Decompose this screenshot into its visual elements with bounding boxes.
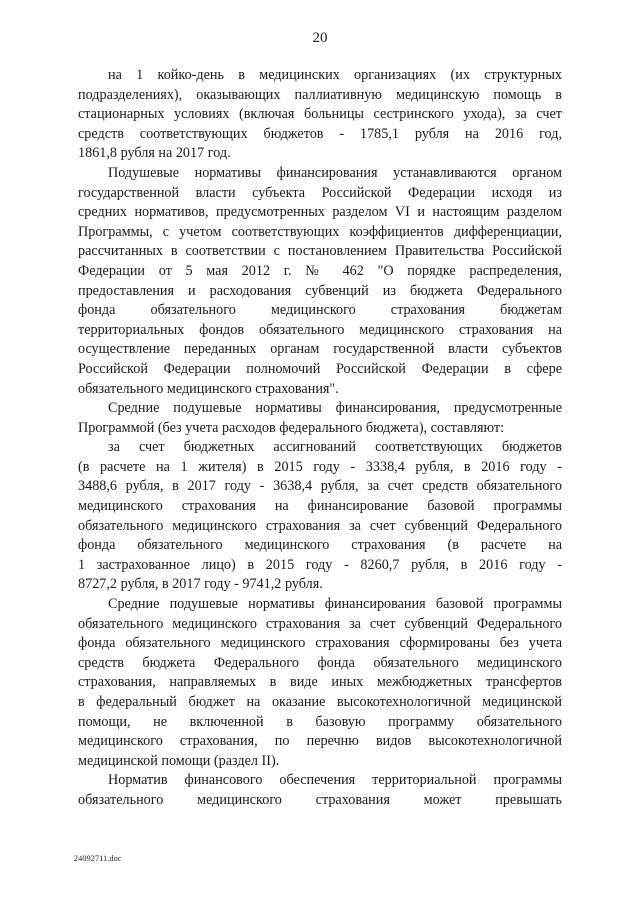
text-line: предоставления и расходования субвенций из бюджета Федерального (78, 282, 562, 299)
text-line: Норматив финансового обеспечения территориальной программы (108, 772, 562, 789)
text-line: Средние подушевые нормативы финансирования базовой программы (108, 596, 562, 613)
text-line: на 1 койко-день в медицинских организациях (их структурных (108, 67, 562, 83)
text-line: 3488,6 рубля, в 2017 году - 3638,4 рубля, за счет средств обязательного (78, 478, 562, 495)
text-line: медицинского страхования на финансирование базовой программы (78, 498, 562, 515)
text-line: фонда обязательного медицинского страхования сформированы без учета (78, 635, 562, 652)
text-line: 1861,8 рубля на 2017 год. (78, 145, 231, 162)
text-line: (в расчете на 1 жителя) в 2015 году - 3338,4 рубля, в 2016 году - (78, 458, 562, 475)
text-line: территориальных фондов обязательного медицинского страхования на (78, 321, 562, 338)
text-line: осуществление переданных органам государственной власти субъектов (78, 341, 562, 358)
document-file-code: 24092711.doc (74, 854, 122, 863)
text-line: Федерации от 5 мая 2012 г. № 462 "О порядке распределения, (78, 262, 562, 279)
text-line: за счет бюджетных ассигнований соответствующих бюджетов (108, 439, 562, 456)
paragraph (78, 438, 562, 595)
text-line: помощи, не включенной в базовую программу обязательного (78, 713, 562, 730)
paragraph (78, 595, 562, 771)
text-line: обязательного медицинского страхования за счет субвенций Федерального (78, 517, 562, 534)
text-line: средств бюджета Федерального фонда обязательного медицинского (78, 654, 562, 671)
paragraph (78, 399, 562, 438)
text-line: 8727,2 рубля, в 2017 году - 9741,2 рубля. (78, 576, 323, 593)
text-line: Программы, с учетом соответствующих коэффициентов дифференциации, (78, 223, 562, 240)
paragraph (78, 771, 562, 810)
paragraph (78, 164, 562, 399)
text-line: рассчитанных в соответствии с постановлением Правительства Российской (78, 243, 562, 260)
page-number: 20 (312, 30, 328, 46)
paragraph (78, 66, 562, 164)
text-line: государственной власти субъекта Российской Федерации исходя из (78, 184, 562, 201)
text-line: средств соответствующих бюджетов - 1785,1 рубля на 2016 год, (78, 125, 562, 142)
text-line: медицинской помощи (раздел II). (78, 752, 280, 769)
text-line: страхования, направляемых в виде иных межбюджетных трансфертов (78, 674, 562, 691)
text-line: обязательного медицинского страхования за счет субвенций Федерального (78, 615, 562, 632)
text-line: медицинского страхования, по перечню видов высокотехнологичной (78, 733, 562, 750)
text-line: обязательного медицинского страхования может превышать (78, 791, 562, 808)
text-line: средних нормативов, предусмотренных разделом VI и настоящим разделом (78, 204, 562, 221)
text-line: Подушевые нормативы финансирования устанавливаются органом (108, 164, 562, 181)
body-text (78, 66, 562, 811)
text-line: фонда обязательного медицинского страхования (в расчете на (78, 537, 562, 554)
text-line: обязательного медицинского страхования". (78, 380, 339, 397)
text-line: Средние подушевые нормативы финансирования, предусмотренные (108, 400, 562, 417)
text-line: фонда обязательного медицинского страхования бюджетам (78, 302, 562, 319)
text-line: Российской Федерации полномочий Российской Федерации в сфере (78, 360, 562, 377)
text-line: в федеральный бюджет на оказание высокотехнологичной медицинской (78, 694, 562, 710)
text-line: 1 застрахованное лицо) в 2015 году - 8260,7 рубля, в 2016 году - (78, 556, 562, 573)
text-line: подразделениях), оказывающих паллиативную медицинскую помощь в (78, 86, 562, 103)
text-line: стационарных условиях (включая больницы сестринского ухода), за счет (78, 106, 562, 123)
text-line: Программой (без учета расходов федерального бюджета), составляют: (78, 419, 505, 436)
